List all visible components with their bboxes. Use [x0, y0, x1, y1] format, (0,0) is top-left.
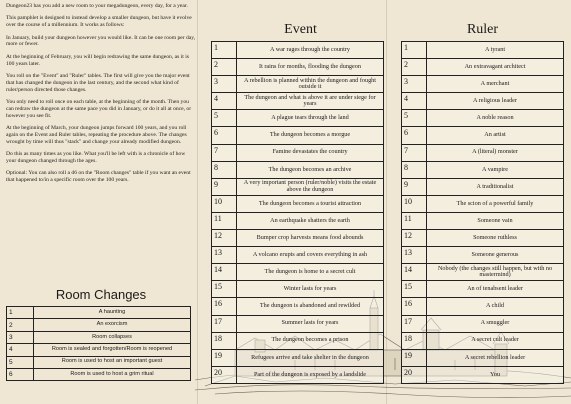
room-change-entry: A haunting [34, 307, 191, 319]
roll-number: 3 [402, 76, 427, 93]
table-row [7, 319, 191, 331]
roll-number: 4 [7, 344, 34, 356]
roll-number: 18 [212, 332, 237, 349]
roll-number: 6 [212, 127, 237, 144]
intro-paragraph: Do this as many times as you like. What you'll be left with is a chronicle of how your dungeon changed through the ages. [6, 150, 186, 164]
intro-paragraph: Optional: You can also roll a d6 on the "Room changes" table if you want an event that happened to/in a specific room over the 100 years. [6, 170, 191, 183]
table-row [402, 349, 564, 366]
table-row [7, 356, 191, 368]
table-row [212, 247, 384, 264]
ruler-title: Ruler [466, 22, 499, 37]
roll-number: 14 [402, 264, 427, 281]
roll-number: 12 [212, 230, 237, 247]
roll-number: 15 [212, 281, 237, 298]
roll-number: 20 [402, 366, 427, 383]
table-row [212, 332, 384, 349]
table-row [212, 110, 384, 127]
table-row [402, 212, 564, 229]
roll-number: 1 [402, 42, 427, 59]
room-changes-title: Room Changes [55, 287, 147, 302]
roll-number: 13 [402, 247, 427, 264]
room-change-entry: Room collapses [34, 331, 191, 343]
event-entry: An earthquake shatters the earth [237, 212, 384, 229]
event-entry: The dungeon becomes an archive [237, 161, 384, 178]
intro-paragraph: At the beginning of February, you will begin redrawing the same dungeon, as it is 100 years later. [6, 53, 189, 67]
ruler-entry: Nobody (the changes still happen, but with no mastermind) [427, 264, 564, 281]
ruler-entry: An of tenabsent leader [427, 281, 564, 298]
roll-number: 5 [212, 110, 237, 127]
table-row [7, 307, 191, 319]
table-row [402, 298, 564, 315]
ruler-entry: An extravagant architect [427, 59, 564, 76]
roll-number: 11 [212, 212, 237, 229]
intro-paragraph: You roll on the "Event" and "Ruler" tables. The first will give you the major event that has changed the dungeon in the last century, and the second what kind of ruler/person directed those changes. [6, 72, 190, 93]
room-changes-table [6, 306, 191, 381]
table-row [212, 281, 384, 298]
event-entry: The dungeon is home to a secret cult [237, 264, 384, 281]
ruler-entry: A child [427, 298, 564, 315]
event-entry: A rebellion is planned within the dungeon and fought outside it [237, 76, 384, 93]
roll-number: 4 [212, 93, 237, 110]
table-row [402, 247, 564, 264]
table-row [212, 76, 384, 93]
roll-number: 10 [212, 195, 237, 212]
roll-number: 17 [212, 315, 237, 332]
roll-number: 17 [402, 315, 427, 332]
table-row [402, 93, 564, 110]
table-row [212, 178, 384, 195]
intro-paragraph: Dungeon23 has you add a new room to your megadungeon, every day, for a year. [6, 3, 188, 9]
event-entry: A war rages through the country [237, 42, 384, 59]
table-row [212, 93, 384, 110]
event-entry: Famine devastates the country [237, 144, 384, 161]
table-row [402, 264, 564, 281]
event-entry: It rains for months, flooding the dungeon [237, 59, 384, 76]
event-entry: The dungeon becomes a morgue [237, 127, 384, 144]
intro-paragraph: At the beginning of March, your dungeon jumps forward 100 years, and you roll again on the Event and Ruler tables, repeating the procedure above. The changes wrought by time will thus "stack" and change your already modified dungeon. [6, 124, 187, 145]
table-row [212, 230, 384, 247]
event-entry: Refugees arrive and take shelter in the dungeon [237, 349, 384, 366]
roll-number: 18 [402, 332, 427, 349]
roll-number: 15 [402, 281, 427, 298]
ruler-entry: You [427, 366, 564, 383]
table-row [7, 368, 191, 380]
roll-number: 2 [212, 59, 237, 76]
event-entry: Summer lasts for years [237, 315, 384, 332]
table-row [402, 110, 564, 127]
ruler-entry: A traditionalist [427, 178, 564, 195]
roll-number: 19 [402, 349, 427, 366]
ruler-entry: A merchant [427, 76, 564, 93]
table-row [402, 230, 564, 247]
roll-number: 6 [7, 368, 34, 380]
table-row [402, 144, 564, 161]
ruler-entry: Someone ruthless [427, 230, 564, 247]
ruler-table [401, 41, 564, 384]
roll-number: 5 [402, 110, 427, 127]
roll-number: 4 [402, 93, 427, 110]
ruler-entry: A noble reason [427, 110, 564, 127]
table-row [402, 281, 564, 298]
ruler-entry: The scion of a powerful family [427, 195, 564, 212]
table-row [212, 144, 384, 161]
roll-number: 13 [212, 247, 237, 264]
table-row [402, 178, 564, 195]
roll-number: 2 [7, 319, 34, 331]
event-entry: Winter lasts for years [237, 281, 384, 298]
roll-number: 5 [7, 356, 34, 368]
roll-number: 8 [402, 161, 427, 178]
event-entry: A volcano erupts and covers everything in ash [237, 247, 384, 264]
ruler-entry: A secret rebellion leader [427, 349, 564, 366]
roll-number: 20 [212, 366, 237, 383]
table-row [212, 161, 384, 178]
table-row [402, 127, 564, 144]
table-row [402, 76, 564, 93]
ruler-entry: An artist [427, 127, 564, 144]
ruler-entry: Someone vain [427, 212, 564, 229]
event-entry: Part of the dungeon is exposed by a landslide [237, 366, 384, 383]
roll-number: 3 [7, 331, 34, 343]
roll-number: 6 [402, 127, 427, 144]
table-row [212, 366, 384, 383]
event-entry: A plague tears through the land [237, 110, 384, 127]
ruler-entry: A religious leader [427, 93, 564, 110]
table-row [212, 298, 384, 315]
table-row [402, 161, 564, 178]
event-title: Event [284, 22, 317, 37]
roll-number: 1 [7, 307, 34, 319]
intro-text [6, 3, 196, 189]
table-row [402, 332, 564, 349]
ruler-entry: A (literal) monster [427, 144, 564, 161]
roll-number: 9 [212, 178, 237, 195]
table-row [402, 195, 564, 212]
ruler-entry: Someone generous [427, 247, 564, 264]
event-entry: The dungeon becomes a prison [237, 332, 384, 349]
room-change-entry: Room is used to host an important guest [34, 356, 191, 368]
roll-number: 7 [402, 144, 427, 161]
event-entry: The dungeon and what is above it are under siege for years [237, 93, 384, 110]
table-row [212, 315, 384, 332]
ruler-entry: A tyrant [427, 42, 564, 59]
table-row [212, 195, 384, 212]
roll-number: 7 [212, 144, 237, 161]
table-row [212, 42, 384, 59]
roll-number: 12 [402, 230, 427, 247]
table-row [212, 349, 384, 366]
event-entry: A very important person (ruler/noble) visits the estate above the dungeon [237, 178, 384, 195]
ruler-entry: A smuggler [427, 315, 564, 332]
room-change-entry: An exorcism [34, 319, 191, 331]
table-row [7, 331, 191, 343]
table-row [212, 264, 384, 281]
roll-number: 10 [402, 195, 427, 212]
table-row [212, 212, 384, 229]
table-row [402, 42, 564, 59]
roll-number: 11 [402, 212, 427, 229]
roll-number: 19 [212, 349, 237, 366]
intro-paragraph: This pamphlet is designed to instead develop a smaller dungeon, but have it evolve over the course of a millennium. It works as follows: [6, 15, 192, 29]
event-entry: The dungeon becomes a tourist attraction [237, 195, 384, 212]
room-change-entry: Room is used to host a grim ritual [34, 368, 191, 380]
roll-number: 3 [212, 76, 237, 93]
roll-number: 16 [402, 298, 427, 315]
roll-number: 2 [402, 59, 427, 76]
table-row [212, 127, 384, 144]
intro-paragraph: In January, build your dungeon however you would like. It can be one room per day, more or fewer. [6, 34, 196, 48]
table-row [402, 366, 564, 383]
roll-number: 9 [402, 178, 427, 195]
table-row [402, 315, 564, 332]
table-row [7, 344, 191, 356]
event-table [211, 41, 384, 384]
ruler-entry: A secret cult leader [427, 332, 564, 349]
table-row [402, 59, 564, 76]
event-entry: The dungeon is abandoned and rewilded [237, 298, 384, 315]
ruler-entry: A vampire [427, 161, 564, 178]
roll-number: 1 [212, 42, 237, 59]
roll-number: 14 [212, 264, 237, 281]
event-entry: Bumper crop harvests means food abounds [237, 230, 384, 247]
roll-number: 16 [212, 298, 237, 315]
intro-paragraph: You only need to roll once on each table, at the beginning of the month. Then you can redraw the dungeon at the same pace you did in January, or do it all at once, or however you see fit. [6, 98, 192, 119]
room-change-entry: Room is sealed and forgotten/Room is reopened [34, 344, 191, 356]
table-row [212, 59, 384, 76]
roll-number: 8 [212, 161, 237, 178]
